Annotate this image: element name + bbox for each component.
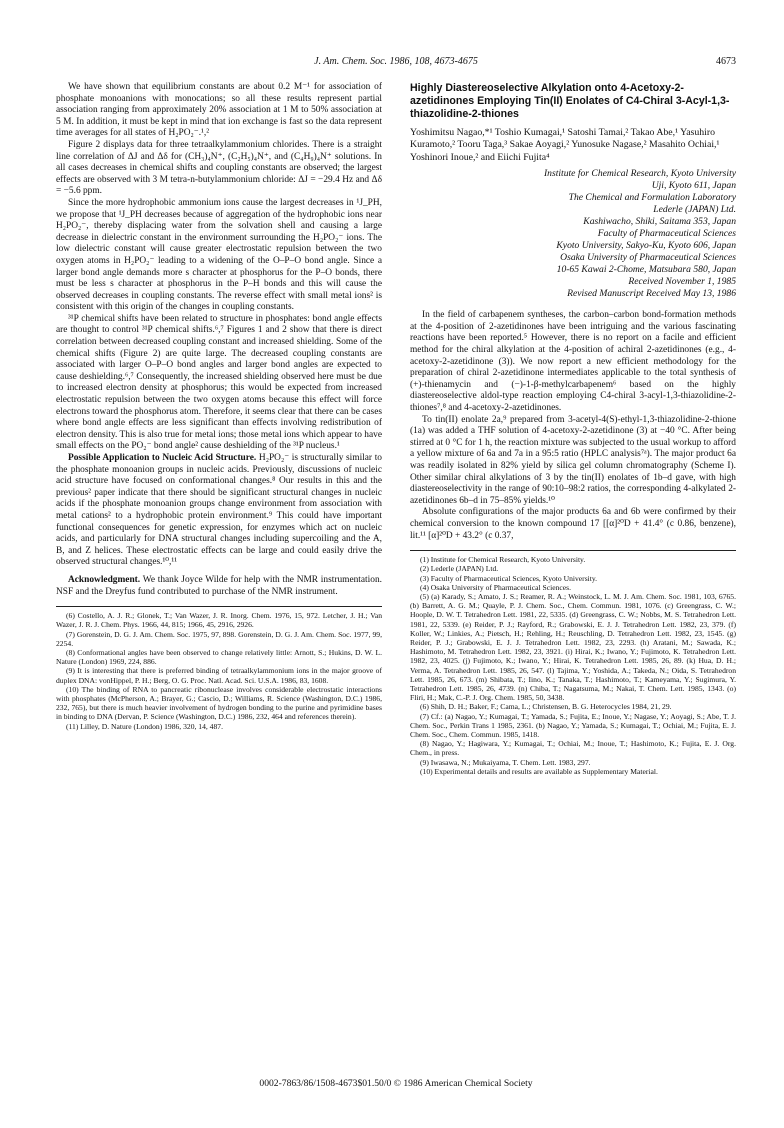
paragraph: Figure 2 displays data for three tetraalkylammonium chlorides. There is a straight line correlation of ΔJ and Δδ for (CH₃)₄N⁺, (C₂H₅)₄N⁺, and (C₄H₉)₄N⁺ solutions. In all cases decreases in chemical shifts and coupling constants are observed; the largest effects are observed with 3 M tetra-n-butylammonium chloride: ΔJ = −29.4 Hz and Δδ = −5.6 ppm.: [56, 139, 382, 197]
affiliations: [410, 168, 736, 276]
footnote: (5) (a) Karady, S.; Amato, J. S.; Reamer, R. A.; Weinstock, L. M. J. Am. Chem. Soc. 1981, 103, 6765. (b) Barrett, A. G. M.; Quayle, P. J. Chem. Soc., Chem. Commun. 1981, 1076. (c) Greengrass, C. W.; Hoople, D. W. T. Tetrahedron Lett. 1981, 22, 5335. (d) Greengrass, C. W.; Nobbs, M. S. Tetrahedron Lett. 1981, 22, 5339. (e) Reider, P. J.; Rayford, R.; Grabowski, E. J. J. Tetrahedron Lett. 1982, 23, 379. (f) Koller, W.; Linkies, A.; Pietsch, H.; Rehling, H.; Reuschling, D. Tetrahedron Lett. 1982, 23, 1545. (g) Reider, P. J.; Grabowski, E. J. J. Tetrahedron Lett. 1982, 23, 2293. (h) Aratani, M.; Sawada, K.; Hashimoto, M. Tetrahedron Lett. 1982, 23, 3921. (i) Hirai, K.; Iwano, Y.; Fujimoto, K. Tetrahedron Lett. 1982, 23, 4025. (j) Fujimoto, K.; Iwano, Y.; Hirai, K. Tetrahedron Lett. 1985, 26, 89. (k) Hua, D. H.; Verma, A. Tetrahedron Lett. 1985, 26, 547. (l) Tajima, Y.; Yoshida, A.; Takeda, N.; Oida, S. Tetrahedron Lett. 1985, 26, 673. (m) Shibata, T.; Iino, K.; Tanaka, T.; Hashimoto, T.; Kameyama, Y.; Sugimura, Y. Tetrahedron Lett. 1985, 26, 4739. (n) Chiba, T.; Nagatsuma, M.; Nakai, T. Chem. Lett. 1985, 1343. (o) Fliri, H.; Mak, C.-P. J. Org. Chem. 1985, 50, 3438.: [410, 591, 736, 703]
author-list: Yoshimitsu Nagao,*¹ Toshio Kumagai,¹ Satoshi Tamai,² Takao Abe,¹ Yasuhiro Kuramoto,² Tooru Taga,³ Sakae Aoyagi,² Yunosuke Nagase,² Masahito Ochiai,¹ Yoshinori Inoue,² and Eiichi Fujita⁴: [410, 127, 720, 163]
section-paragraph: [56, 453, 382, 569]
footnote: (4) Osaka University of Pharmaceutical Sciences.: [420, 582, 571, 592]
footnotes: [410, 550, 736, 776]
article-title: Highly Diastereoselective Alkylation onto 4-Acetoxy-2-azetidinones Employing Tin(II) Enolates of C4-Chiral 3-Acyl-1,3-thiazolidine-2-thiones: [410, 82, 730, 120]
footnotes: [56, 606, 382, 731]
acknowledgment: [56, 575, 382, 598]
paragraph: In the field of carbapenem syntheses, the carbon–carbon bond-formation methods at the 4-position of 2-azetidinones have been intriguing and the various fascinating reactions have been reported.⁵ However, there is no report on a facile and efficient method for the chiral alkylation at the 4-position of achiral 2-azetidinones (e.g., 4-acetoxy-2-azetidinone (3)). We now report a new efficient methodology for the preparation of chiral 2-azetidinone intermediates applicable to the total synthesis of (+)-thienamycin and (−)-1-β-methylcarbapenem⁶ based on the highly diastereoselective aldol-type reaction employing C4-chiral 3-acyl-1,3-thiazolidine-2-thiones⁷,⁸ and 4-acetoxy-2-azetidinones.: [410, 310, 736, 413]
footnote: (9) It is interesting that there is preferred binding of tetraalkylammonium ions in the major groove of duplex DNA: vonHippel, P. H.; Berg, O. G. Proc. Natl. Acad. Sci. U.S.A. 1986, 83, 1608.: [56, 666, 382, 685]
footnote: (8) Conformational angles have been observed to change relatively little: Arnott, S.; Hukins, D. W. L. Nature (London) 1969, 224, 886.: [56, 647, 382, 667]
section-heading: Possible Application to Nucleic Acid Structure.: [68, 453, 257, 463]
ack-heading: Acknowledgment.: [68, 574, 141, 585]
affiliation-line: Institute for Chemical Research, Kyoto University: [543, 168, 736, 180]
affiliation-line: Kashiwacho, Shiki, Saitama 353, Japan: [583, 216, 736, 228]
paragraph: To tin(II) enolate 2a,⁹ prepared from 3-acetyl-4(S)-ethyl-1,3-thiazolidine-2-thione (1a) was added a THF solution of 4-acetoxy-2-azetidinone (3) at −40 °C. After being stirred at 0 °C for 1 h, the reaction mixture was subjected to the usual workup to afford a yellow mixture of 6a and 7a in a 95:5 ratio (HPLC analysis⁷ᵃ). The major product 6a was readily isolated in 82% yield by silica gel column chromatography (Scheme I). Other similar chiral alkylations of 3 by the tin(II) enolates of 1b–d gave, with high diastereoselectivity in the range of 90:10–98:2 ratios, the corresponding 4-alkylated 2-azetidinones 6b–d in 75–85% yields.¹⁰: [410, 414, 736, 506]
page-number: 4673: [716, 56, 736, 67]
affiliation-line: Faculty of Pharmaceutical Sciences: [597, 228, 736, 240]
footnote: (9) Iwasawa, N.; Mukaiyama, T. Chem. Lett. 1983, 297.: [420, 757, 591, 767]
affiliation-line: Osaka University of Pharmaceutical Sciences: [560, 252, 736, 264]
paragraph: Since the more hydrophobic ammonium ions cause the largest decreases in ¹J_PH, we propose that ¹J_PH decreases because of aggregation of the hydrophobic ions near H₂PO₂⁻, thereby displacing water from the solvation shell and causing a large decrease in dielectric constant in the environment surrounding the H₂PO₂⁻ ions. The low dielectric constant will cause greater electrostatic repulsion between the two oxygen atoms in H₂PO₂⁻ leading to a widening of the O–P–O bond angle. Since a larger bond angle demands more s character at phosphorus for the P–O bonds, there must be less s character at phosphorus in the P–H bonds and this will cause the observed decreases in coupling constants. The reverse effect with small metal ions² is consistent with this origin of the changes in coupling constants.: [56, 197, 382, 313]
footnote: (7) Gorenstein, D. G. J. Am. Chem. Soc. 1975, 97, 898. Gorenstein, D. G. J. Am. Chem. Soc. 1977, 99, 2254.: [56, 629, 382, 648]
footnote: (3) Faculty of Pharmaceutical Sciences, Kyoto University.: [420, 573, 598, 583]
section-body: H₂PO₂⁻ is structurally similar to the phosphate monoanion groups in nucleic acids. Previously, discussions of nucleic acid structure have focused on conformational changes.⁸ Our results in this and the previous² paper indicate that there should be significant structural changes in nucleic acids if the phosphate monoanion groups change environment from association with metal cations² to a hydrophobic protein environment.⁹ This could have important functional consequences for genetic expression, for enzymes which act on nucleic acids, and particularly for DNA structural changes including supercoiling and the A, B, and Z helices. These electrostatic effects can be large and could easily drive the observed structural changes.¹⁰,¹¹: [56, 453, 382, 568]
affiliation-line: The Chemical and Formulation Laboratory: [568, 192, 736, 204]
footnote: (1) Institute for Chemical Research, Kyoto University.: [420, 555, 586, 565]
paragraph: Absolute configurations of the major products 6a and 6b were confirmed by their chemical conversion to the known compound 17 [[α]²⁰D + 41.4° (c 0.86, benzene), lit.¹¹ [α]²⁰D + 43.2° (c 0.37,: [410, 507, 736, 541]
ack-body: We thank Joyce Wilde for help with the NMR instrumentation. NSF and the Dreyfus fund contributed to purchase of the NMR instrument.: [56, 574, 382, 597]
footnote: (10) Experimental details and results are available as Supplementary Material.: [420, 766, 658, 776]
footnote: (11) Lilley, D. Nature (London) 1986, 320, 14, 487.: [66, 721, 223, 731]
footnote: (2) Lederle (JAPAN) Ltd.: [420, 564, 499, 574]
revised-date: Revised Manuscript Received May 13, 1986: [567, 288, 736, 300]
footnote: (7) Cf.: (a) Nagao, Y.; Kumagai, T.; Yamada, S.; Fujita, E.; Inoue, Y.; Nagase, Y.; Aoyagi, S.; Abe, T. J. Chem. Soc., Perkin Trans 1 1985, 2361. (b) Nagao, Y.; Yamada, S.; Kumagai, T.; Ochiai, M.; Fujita, E. J. Chem. Soc., Chem. Commun. 1985, 1418.: [410, 711, 736, 739]
right-column: [410, 82, 736, 776]
affiliation-line: Kyoto University, Sakyo-Ku, Kyoto 606, Japan: [556, 240, 736, 252]
footnote: (6) Shih, D. H.; Baker, F.; Cama, L.; Christensen, B. G. Heterocycles 1984, 21, 29.: [420, 702, 672, 712]
running-header: [56, 56, 736, 70]
left-column: [56, 82, 382, 731]
received-date: Received November 1, 1985: [628, 276, 736, 288]
footnote: (6) Costello, A. J. R.; Glonek, T.; Van Wazer, J. R. Inorg. Chem. 1976, 15, 972. Letcher, J. H.; Van Wazer, J. R. J. Chem. Phys. 1966, 44, 815; 1966, 45, 2916, 2926.: [56, 611, 382, 630]
paragraph: ³¹P chemical shifts have been related to structure in phosphates: bond angle effects are thought to control ³¹P chemical shifts.⁶,⁷ Figures 1 and 2 show that there is direct correlation between decreased coupling constant and increased shielding. Some of the chemical shifts (Figure 2) are quite large. The decreased coupling constants are associated with larger O–P–O bond angles and larger bond angles are expected to cause deshielding.⁶,⁷ Consequently, the increased shielding observed here must be due to increased electron density at phosphorus; this would be expected from increased electrostatic repulsion between the two oxygen atoms because this effect will force electrons toward the phosphorus atom. Therefore, it seems clear that there can be cases where bond angle effects are less significant than effects involving redistribution of electron density. This is also true for metal ions; those metal ions which appear to have small effects on the PO₂⁻ bond angle² cause deshielding of the ³¹P nucleus.¹: [56, 313, 383, 452]
footnote: (8) Nagao, Y.; Hagiwara, Y.; Kumagai, T.; Ochiai, M.; Inoue, T.; Hashimoto, K.; Fujita, E. J. Org. Chem., in press.: [410, 739, 736, 758]
copyright-line: 0002-7863/86/1508-4673$01.50/0 © 1986 American Chemical Society: [259, 1078, 533, 1089]
journal-citation: J. Am. Chem. Soc. 1986, 108, 4673-4675: [314, 56, 478, 67]
footnote: (10) The binding of RNA to pancreatic ribonuclease involves considerable electrostatic interactions with phosphates (McPherson, A.; Brayer, G.; Cascio, D.; Williams, R. Science (Washington, D.C.) 1986, 232, 765), but there is much heavier involvement of hydrogen bonding to the purine and pyrimidine bases in binding to DNA (Dervan, P. Science (Washington, D.C.) 1986, 232, 464 and references therein).: [56, 684, 382, 722]
affiliation-line: Uji, Kyoto 611, Japan: [651, 180, 736, 192]
affiliation-line: 10-65 Kawai 2-Chome, Matsubara 580, Japan: [556, 264, 736, 276]
affiliation-line: Lederle (JAPAN) Ltd.: [653, 204, 736, 216]
paragraph: We have shown that equilibrium constants are about 0.2 M⁻¹ for association of phosphate monoanions with monocations; so all these results represent partial association ranging from approximately 20% association at 1 M to 50% association at 5 M. In addition, it must be kept in mind that ion exchange is fast so the data represent time averages for all states of H₂PO₂⁻.¹,²: [56, 82, 382, 139]
